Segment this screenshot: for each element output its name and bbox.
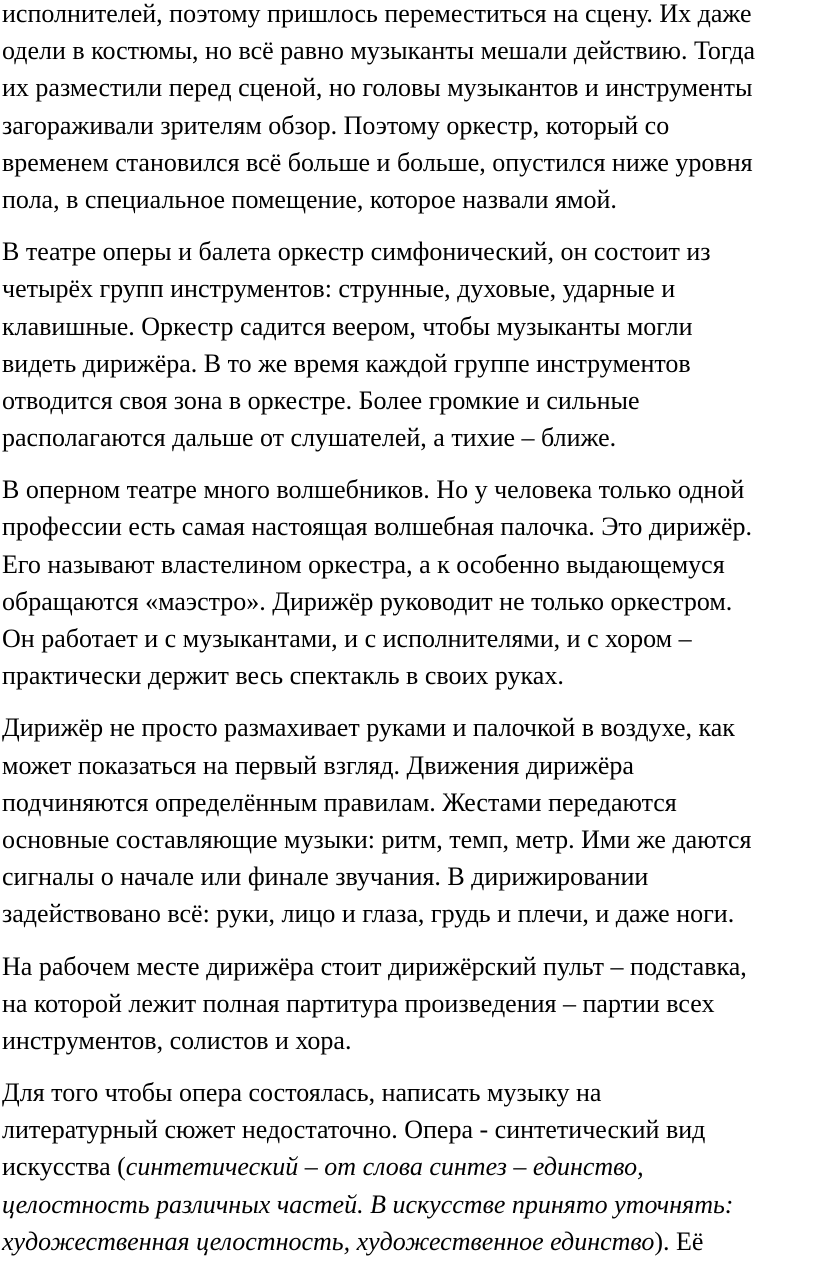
paragraph-conducting-gestures bbox=[2, 709, 812, 932]
text-line: задействовано всё: руки, лицо и глаза, грудь и плечи, и даже ноги. bbox=[2, 899, 735, 929]
italic-definition: художественная целостность, художественное единство bbox=[2, 1226, 655, 1256]
text-line: четырёх групп инструментов: струнные, духовые, ударные и bbox=[2, 274, 676, 304]
text-line: может показаться на первый взгляд. Движения дирижёра bbox=[2, 750, 634, 780]
text-line: Для того чтобы опера состоялась, написать музыку на bbox=[2, 1078, 602, 1108]
text-line: временем становился всё больше и больше, опустился ниже уровня bbox=[2, 147, 753, 177]
text-line: инструментов, солистов и хора. bbox=[2, 1025, 352, 1055]
text-line: на которой лежит полная партитура произведения – партии всех bbox=[2, 988, 715, 1018]
italic-definition: целостность различных частей. В искусстве принято уточнять: bbox=[2, 1189, 734, 1219]
text-segment: искусства ( bbox=[2, 1152, 126, 1182]
paragraph-synthetic-art bbox=[2, 1074, 812, 1260]
paragraph-conductor-wand bbox=[2, 471, 812, 694]
paragraph-orchestra-pit bbox=[2, 0, 812, 218]
text-line: практически держит весь спектакль в своих руках. bbox=[2, 661, 564, 691]
text-line-mixed bbox=[2, 1223, 812, 1260]
italic-definition: синтетический – от слова синтез – единство, bbox=[125, 1152, 644, 1182]
text-segment: ). Её bbox=[654, 1226, 704, 1256]
text-line: основные составляющие музыки: ритм, темп, метр. Ими же даются bbox=[2, 824, 752, 854]
paragraph-conductor-stand bbox=[2, 948, 812, 1060]
text-line: одели в костюмы, но всё равно музыканты мешали действию. Тогда bbox=[2, 36, 756, 66]
text-line: обращаются «маэстро». Дирижёр руководит не только оркестром. bbox=[2, 586, 733, 616]
text-line: видеть дирижёра. В то же время каждой группе инструментов bbox=[2, 348, 691, 378]
text-line: располагаются дальше от слушателей, а тихие – ближе. bbox=[2, 423, 617, 453]
text-line: В театре оперы и балета оркестр симфонический, он состоит из bbox=[2, 237, 711, 267]
paragraph-symphony-orchestra bbox=[2, 233, 812, 456]
text-line: Дирижёр не просто размахивает руками и палочкой в воздухе, как bbox=[2, 713, 735, 743]
text-line: Его называют властелином оркестра, а к особенно выдающемуся bbox=[2, 549, 725, 579]
text-line-mixed bbox=[2, 1148, 812, 1185]
text-line: подчиняются определённым правилам. Жестами передаются bbox=[2, 787, 677, 817]
text-line: На рабочем месте дирижёра стоит дирижёрский пульт – подставка, bbox=[2, 951, 747, 981]
text-line: профессии есть самая настоящая волшебная палочка. Это дирижёр. bbox=[2, 512, 752, 542]
text-line: загораживали зрителям обзор. Поэтому оркестр, который со bbox=[2, 110, 670, 140]
text-line: литературный сюжет недостаточно. Опера - синтетический вид bbox=[2, 1115, 706, 1145]
text-line: клавишные. Оркестр садится веером, чтобы музыканты могли bbox=[2, 311, 693, 341]
text-line: пола, в специальное помещение, которое назвали ямой. bbox=[2, 184, 617, 214]
text-line: сигналы о начале или финале звучания. В дирижировании bbox=[2, 862, 649, 892]
text-line: отводится своя зона в оркестре. Более громкие и сильные bbox=[2, 385, 640, 415]
text-line: Он работает и с музыкантами, и с исполнителями, и с хором – bbox=[2, 624, 692, 653]
text-line: исполнителей, поэтому пришлось переместиться на сцену. Их даже bbox=[2, 0, 752, 28]
text-line: их разместили перед сценой, но головы музыкантов и инструменты bbox=[2, 73, 753, 103]
text-line: В оперном театре много волшебников. Но у человека только одной bbox=[2, 475, 745, 505]
